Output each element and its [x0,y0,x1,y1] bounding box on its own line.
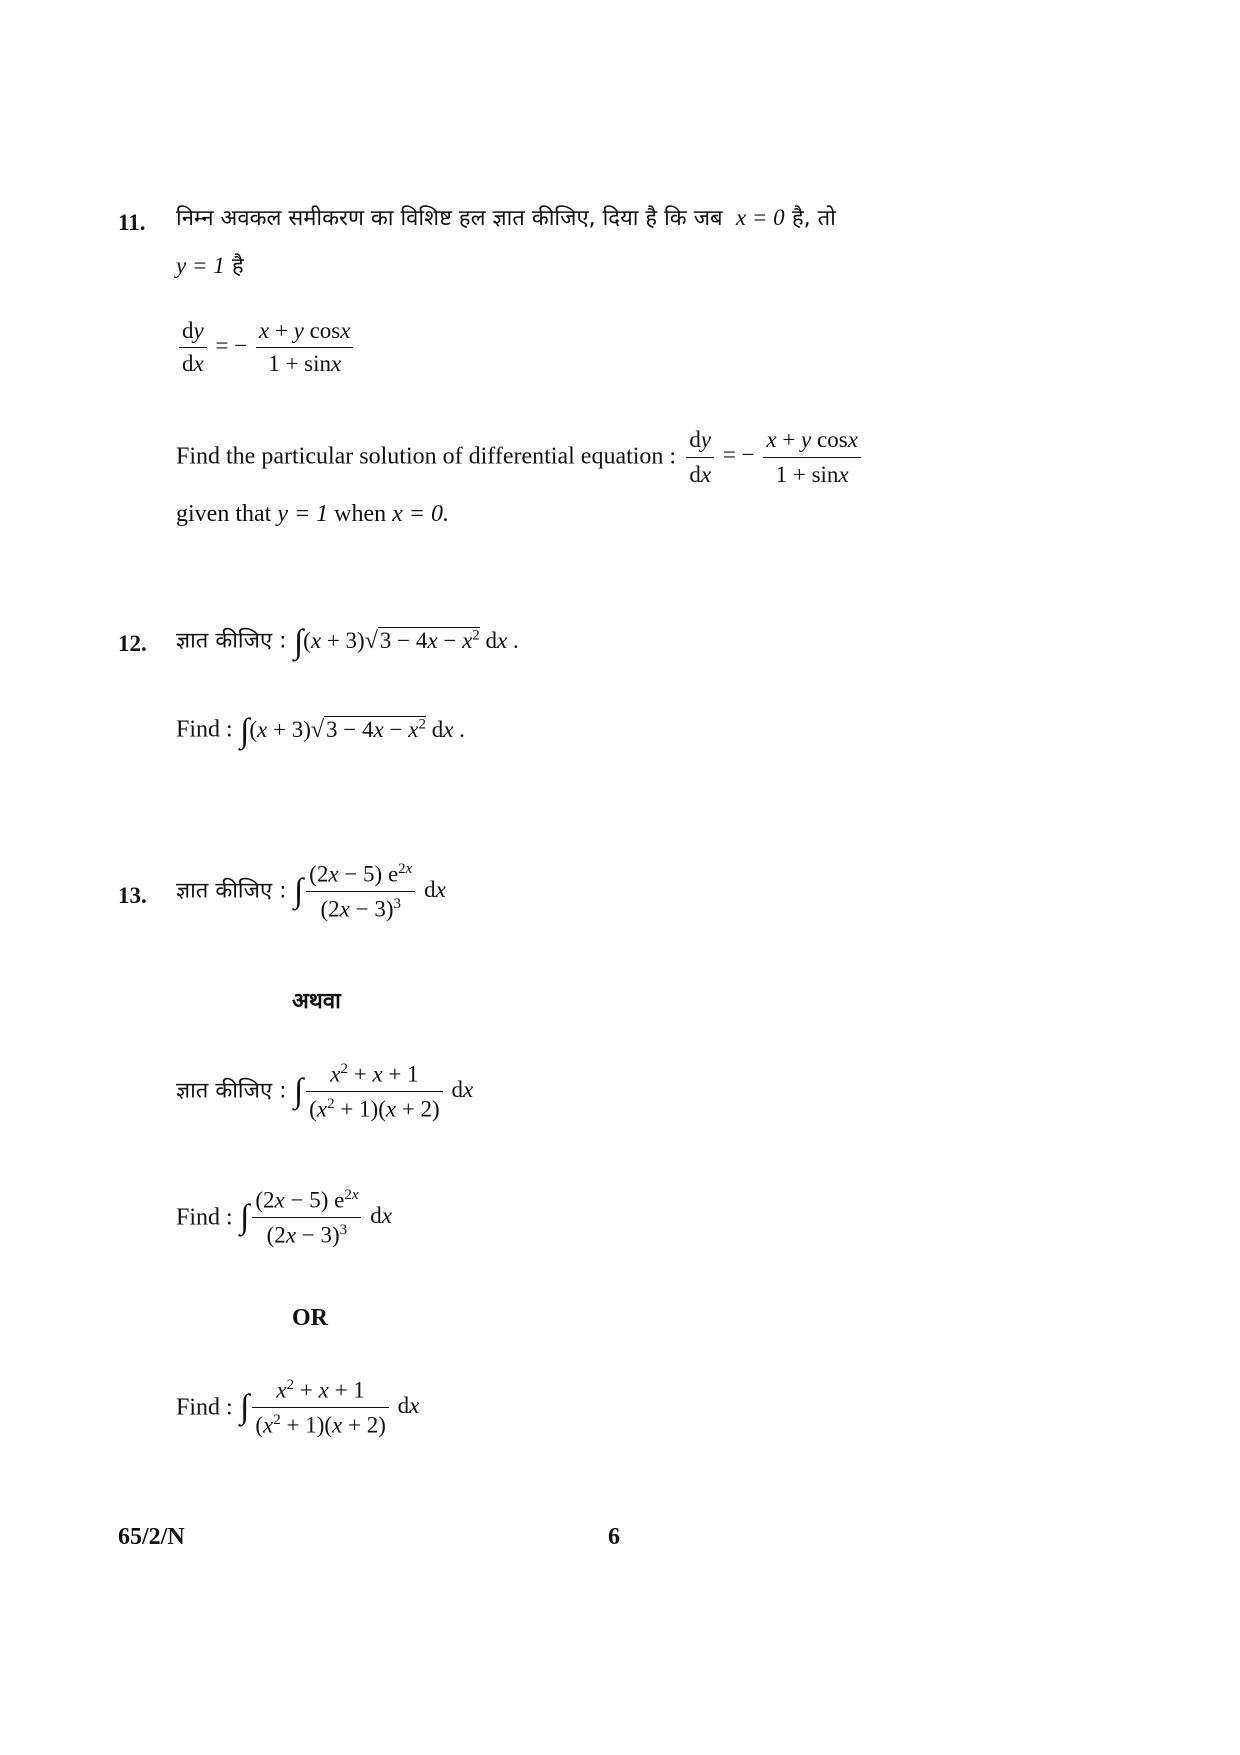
q11-equation-english: $\frac{dy}{dx}$ = − $\frac{\text{x + y cosx}}{1 + \sin x}$ [683,442,863,467]
q11-english-line-1 [176,426,864,488]
q13-integral-2-hindi: ∫ $\frac{x^2 + x + 1}{(x^2 + 1)(x + 2)}$ dx [293,1061,474,1122]
question-number-13: 13. [118,883,147,908]
q12-english-line [176,711,465,752]
q11-english-prefix: Find the particular solution of differential equation : [176,443,677,470]
q11-hindi-condition-x: x = 0 [735,205,785,230]
footer-paper-code: 65/2/N [118,1524,185,1550]
q11-hindi-text: निम्न अवकल समीकरण का विशिष्ट हल ज्ञात कीजिए, दिया है कि जब [176,206,723,231]
q13-english-label-2: Find : [176,1394,233,1421]
q11-english-condition-y: y = 1 [277,501,329,527]
q13-hindi-line-1 [176,860,446,924]
q11-hindi-line-2 [176,252,244,281]
q11-hindi-line-1 [176,204,836,233]
q11-english-line-2 [176,500,449,529]
q13-hindi-line-2 [176,1060,473,1124]
q12-hindi-line [176,622,519,663]
q13-hindi-label-2: ज्ञात कीजिए : [176,1078,287,1104]
q12-integral-english: $\int(x + 3)√3 - 4x - x^2$ dx . [240,712,465,749]
q11-equation-hindi: $\frac{dy}{dx}$ = − $\frac{\text{x + y cosx}}{1 + \sin x}$ [176,318,356,377]
footer-page-number: 6 [608,1524,620,1550]
q13-integral-2-english: ∫ $\frac{x^2 + x + 1}{(x^2 + 1)(x + 2)}$ dx [240,1377,420,1438]
q13-hindi-or: अथवा [292,989,341,1014]
q11-english-condition-x: x = 0. [392,501,450,527]
question-number-12: 12. [118,631,147,656]
q11-english-given: given that [176,501,272,527]
q13-integral-1-hindi: ∫ $\frac{(2x - 5) e^{2x}}{(2x - 3)^3}$ dx [293,861,446,922]
q13-english-line-1 [176,1186,392,1250]
q13-english-line-2 [176,1376,419,1440]
q12-english-label: Find : [176,716,233,743]
q11-english-when: when [334,501,387,527]
question-number-11: 11. [118,210,146,235]
q13-hindi-label-1: ज्ञात कीजिए : [176,878,287,904]
q12-integral-hindi: $\int(x + 3)√3 - 4x - x^2$ dx . [293,623,519,660]
q11-hindi-condition-y: y = 1 [176,253,225,278]
q11-hindi-tail-1: है, तो [791,206,836,231]
q11-hindi-tail-2: है [232,254,244,279]
q13-integral-1-english: ∫ $\frac{(2x - 5) e^{2x}}{(2x - 3)^3}$ dx [240,1187,392,1248]
q12-hindi-label: ज्ञात कीजिए : [176,628,287,654]
q13-english-or: OR [292,1305,328,1331]
q13-english-label-1: Find : [176,1204,233,1231]
